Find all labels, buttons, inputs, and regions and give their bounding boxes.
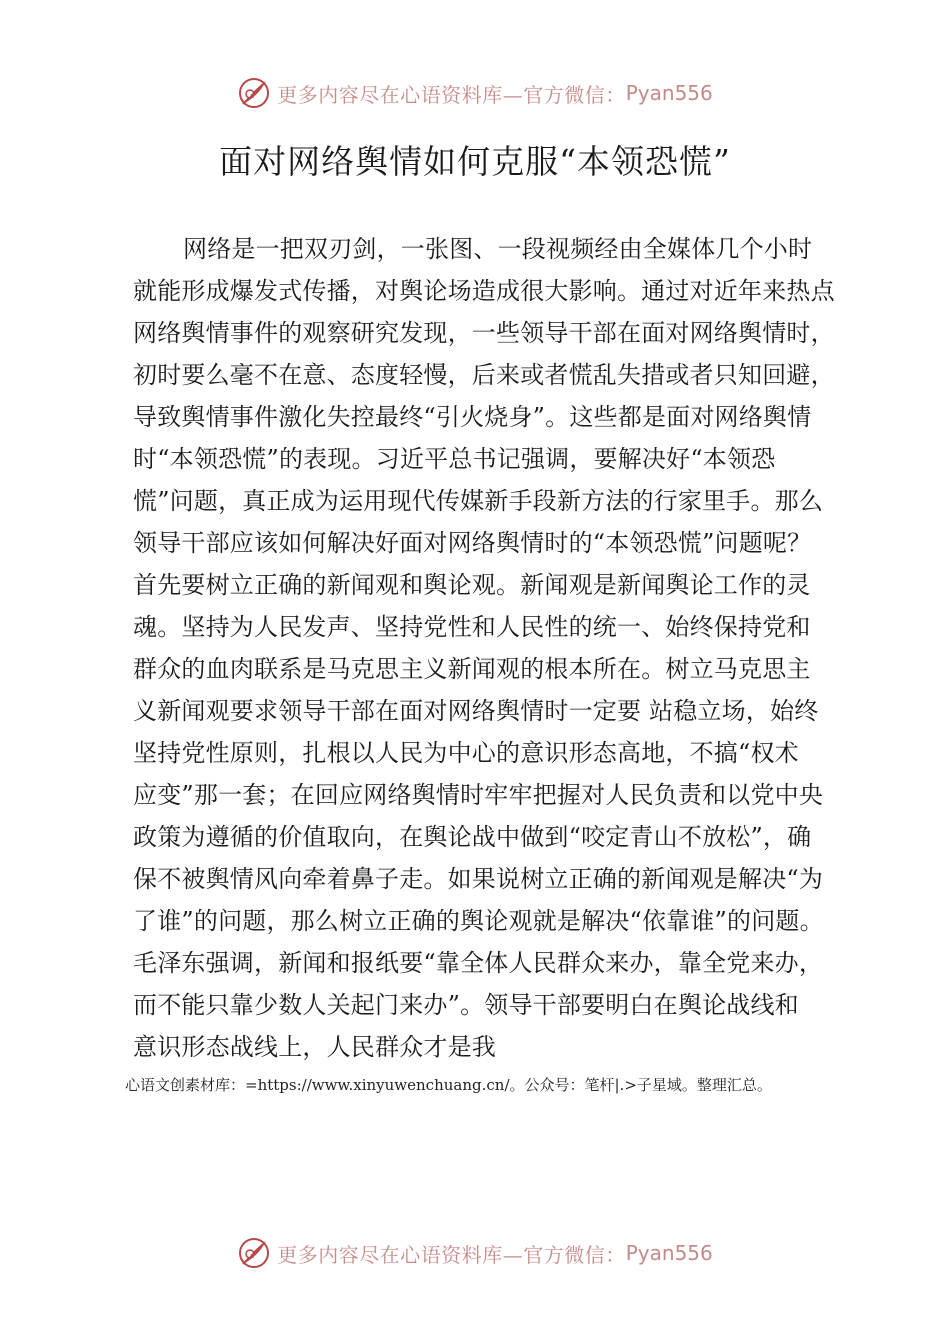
banner-text: 更多内容尽在心语资料库—官方微信： bbox=[277, 1242, 626, 1267]
banner-wechat-id: Pyan556 bbox=[625, 81, 713, 105]
body-line: 就能形成爆发式传播，对舆论场造成很大影响。通过对近年来热点 bbox=[133, 277, 835, 305]
body-line: 坚持党性原则，扎根以人民为中心的意识形态高地，不搞“权术 bbox=[133, 739, 799, 767]
body-line: 应变”那一套；在回应网络舆情时牢牢把握对人民负责和以党中央 bbox=[133, 781, 824, 809]
page-title: 面对网络舆情如何克服“本领恐慌” bbox=[219, 142, 731, 181]
body-line: 时“本领恐慌”的表现。习近平总书记强调，要解决好“本领恐 bbox=[133, 445, 776, 473]
quill-logo-icon bbox=[237, 1236, 271, 1270]
body-line: 魂。坚持为人民发声、坚持党性和人民性的统一、始终保持党和 bbox=[133, 613, 811, 641]
body-line: 初时要么毫不在意、态度轻慢，后来或者慌乱失措或者只知回避， bbox=[133, 361, 835, 389]
article-body bbox=[133, 228, 863, 1068]
body-line: 领导干部应该如何解决好面对网络舆情时的“本领恐慌”问题呢？ bbox=[133, 529, 812, 557]
body-line: 保不被舆情风向牵着鼻子走。如果说树立正确的新闻观是解决“为 bbox=[133, 865, 824, 893]
body-line: 意识形态战线上，人民群众才是我 bbox=[133, 1033, 496, 1061]
source-note: 心语文创素材库：=https://www.xinyuwenchuang.cn/。公众号：笔杆|.>子星域。整理汇总。 bbox=[125, 1076, 772, 1094]
header-banner bbox=[0, 73, 950, 113]
banner-wechat-id: Pyan556 bbox=[625, 1241, 713, 1265]
quill-logo-icon bbox=[237, 76, 271, 110]
body-line: 而不能只靠少数人关起门来办”。领导干部要明白在舆论战线和 bbox=[133, 991, 799, 1019]
body-line: 了谁”的问题，那么树立正确的舆论观就是解决“依靠谁”的问题。 bbox=[133, 907, 824, 935]
body-line: 群众的血肉联系是马克思主义新闻观的根本所在。树立马克思主 bbox=[133, 655, 811, 683]
body-line: 慌”问题，真正成为运用现代传媒新手段新方法的行家里手。那么 bbox=[133, 487, 824, 515]
body-line: 政策为遵循的价值取向，在舆论战中做到“咬定青山不放松”，确 bbox=[133, 823, 812, 851]
body-line: 网络是一把双刃剑，一张图、一段视频经由全媒体几个小时 bbox=[183, 235, 813, 263]
body-line: 导致舆情事件激化失控最终“引火烧身”。这些都是面对网络舆情 bbox=[133, 403, 812, 431]
body-line: 首先要树立正确的新闻观和舆论观。新闻观是新闻舆论工作的灵 bbox=[133, 571, 811, 599]
body-line: 网络舆情事件的观察研究发现，一些领导干部在面对网络舆情时， bbox=[133, 319, 835, 347]
banner-text: 更多内容尽在心语资料库—官方微信： bbox=[277, 82, 626, 107]
body-line: 毛泽东强调，新闻和报纸要“靠全体人民群众来办，靠全党来办， bbox=[133, 949, 824, 977]
footer-banner bbox=[0, 1233, 950, 1273]
body-line: 义新闻观要求领导干部在面对网络舆情时一定要 站稳立场，始终 bbox=[133, 697, 819, 725]
